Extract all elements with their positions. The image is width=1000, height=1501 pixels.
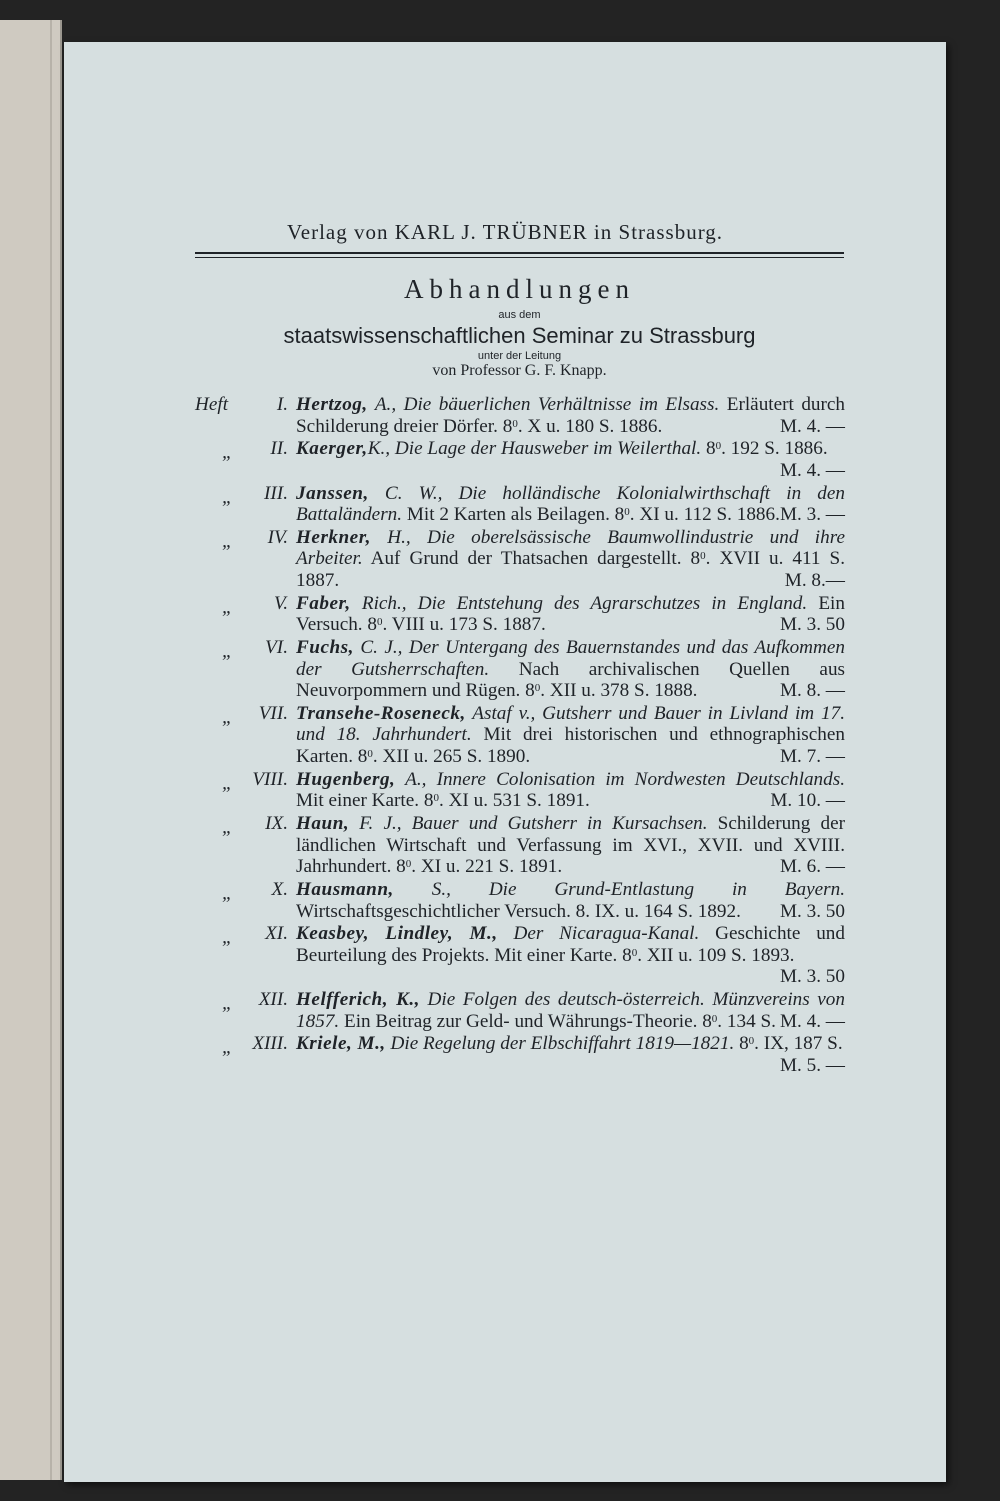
volume-number: I. [276, 394, 288, 415]
format-degree: 0 [748, 1035, 755, 1048]
ditto-mark: „ [222, 706, 233, 728]
catalog-entry [195, 394, 845, 437]
entry-pages-year: . XII u. 109 S. 1893. [637, 944, 795, 966]
entry-price: M. 5. — [779, 1054, 845, 1076]
entry-initials: C. J., [353, 637, 403, 658]
entry-description: Geschichte und Beurteilung des Projekts. Mit einer Karte. 8 [296, 923, 845, 966]
entry-prefix [195, 923, 296, 988]
catalog-page [64, 42, 946, 1482]
entry-text [296, 1033, 845, 1076]
entry-pages-year: . XI u. 531 S. 1891. [438, 790, 590, 812]
entry-prefix [195, 879, 296, 922]
entry-author: Kaerger, [296, 438, 368, 460]
entry-price: M. 3. 50 [779, 900, 845, 922]
entry-text [296, 769, 845, 812]
entry-initials: H., [370, 526, 411, 548]
entry-price: M. 6. — [779, 856, 845, 878]
aus-dem-line: aus dem [498, 309, 541, 321]
entry-title: Gutsherr und Bauer in Livland im 17. und 18. Jahrhundert. [296, 702, 845, 746]
volume-number: XII. [258, 989, 288, 1011]
entry-author: Kriele, M., [296, 1033, 386, 1055]
entry-author: Faber, [296, 592, 351, 614]
entry-prefix [195, 438, 296, 481]
format-degree: 0 [367, 748, 373, 761]
catalog-entry [195, 703, 845, 768]
entry-title: Die Lage der Hausweber im Weilerthal. [390, 438, 702, 460]
entry-author: Herkner, [296, 526, 371, 548]
entry-initials: Rich., [350, 592, 407, 614]
format-degree: 0 [433, 792, 439, 805]
ditto-mark: „ [222, 442, 233, 464]
entry-description: Schilderung der ländlichen Wirtschaft und Verfassung im XVI., XVII. und XVIII. Jahrhundert. 8 [296, 813, 845, 878]
entry-prefix [195, 527, 296, 592]
entry-description: Mit drei historischen und ethnographischen Karten. 8 [296, 724, 845, 768]
entry-author: Hausmann, [296, 878, 394, 900]
entry-price: M. 4. — [779, 415, 845, 437]
catalog-entry [195, 923, 845, 988]
volume-number: IX. [265, 813, 288, 835]
entry-author: Helfferich, K., [296, 989, 420, 1011]
entry-description: Ein Beitrag zur Geld- und Währungs-Theorie. 8 [339, 1010, 712, 1032]
ditto-mark: „ [222, 993, 233, 1015]
entry-prefix [195, 1033, 296, 1076]
facing-page-edge [0, 20, 62, 1480]
catalog-entry [195, 527, 845, 592]
volume-number: IV. [267, 526, 288, 548]
entry-description: Nach archivalischen Quellen aus Neuvorpommern und Rügen. 8 [296, 658, 846, 702]
entry-author: Fuchs, [296, 637, 354, 658]
entry-pages-year: . X u. 180 S. 1886. [517, 415, 663, 437]
entry-price: M. 4. — [779, 1010, 845, 1032]
format-degree: 0 [631, 946, 638, 959]
entry-text [296, 527, 845, 592]
entry-initials: K., [367, 438, 391, 460]
catalog-entry [195, 813, 845, 878]
entry-prefix [195, 483, 296, 526]
entry-pages-year: . XI u. 112 S. 1886. [629, 504, 780, 526]
entry-price: M. 3. 50 [779, 614, 845, 636]
entry-author: Haun, [296, 813, 350, 835]
entry-title: Der Nicaragua-Kanal. [497, 923, 700, 945]
entry-text [296, 394, 845, 437]
entry-author: Janssen, [296, 482, 369, 504]
entry-description: Ein Versuch. 8 [296, 592, 845, 636]
volume-number: III. [264, 482, 288, 504]
volume-number: V. [273, 592, 288, 614]
volume-number: XI. [265, 923, 288, 945]
entry-price: M. 10. — [770, 790, 845, 812]
format-degree: 0 [405, 858, 412, 871]
entry-pages-year: . VIII u. 173 S. 1887. [382, 614, 546, 636]
entry-description: Wirtschaftsgeschichtlicher Versuch. 8. IX. u. 164 S. 1892. [296, 900, 741, 922]
series-title: Abhandlungen [404, 274, 635, 304]
entry-description: Erläutert durch Schilderung dreier Dörfer. 8 [296, 394, 846, 437]
entry-title: Die holländische Kolonialwirthschaft in den Battaländern. [296, 482, 845, 526]
entry-pages-year: . XVII u. 411 S. 1887. [296, 548, 846, 592]
entry-title: Die Folgen des deutsch-österreich. Münzvereins von 1857. [296, 989, 845, 1032]
catalog-entry [195, 879, 845, 922]
entry-title: Innere Colonisation im Nordwesten Deutschlands. [426, 768, 845, 790]
ditto-mark: „ [222, 486, 233, 508]
entry-prefix [195, 637, 296, 702]
entry-text [296, 813, 845, 878]
entry-prefix [195, 703, 296, 768]
entry-author: Transehe-Roseneck, [296, 702, 466, 724]
entry-prefix [195, 989, 296, 1032]
catalog-entry [195, 769, 845, 812]
format-degree: 0 [512, 417, 518, 430]
entry-text [296, 637, 845, 702]
entry-initials: C. W., [368, 482, 443, 504]
entry-text [296, 483, 845, 526]
publisher-header: Verlag von KARL J. TRÜBNER in Strassburg. [286, 220, 724, 244]
entry-price: M. 3. — [779, 504, 845, 526]
catalog-entry [195, 483, 845, 526]
entry-price: M. 4. — [779, 459, 845, 481]
ditto-mark: „ [222, 641, 233, 662]
format-degree: 0 [534, 682, 541, 695]
format-degree: 0 [700, 550, 706, 563]
entry-initials: A., [395, 768, 427, 790]
entry-initials: F. J., [349, 813, 402, 835]
catalog-entry [195, 1033, 845, 1076]
entry-title: Die bäuerlichen Verhältnisse im Elsass. [396, 394, 720, 415]
entry-initials: S., [393, 878, 451, 900]
entry-title: Bauer und Gutsherr in Kursachsen. [401, 813, 708, 835]
entry-initials: Astaf v., [465, 702, 536, 724]
entry-text [296, 989, 845, 1032]
format-degree: 0 [715, 440, 722, 453]
entry-author: Keasbey, Lindley, M., [296, 923, 498, 945]
entry-description: Auf Grund der Thatsachen dargestellt. 8 [362, 548, 701, 570]
header-rule-thick [195, 252, 844, 254]
entry-price: M. 8. — [779, 680, 845, 702]
ditto-mark: „ [222, 596, 233, 618]
entry-prefix [195, 593, 296, 636]
entry-price: M. 8.— [784, 570, 845, 592]
entry-author: Hertzog, [296, 394, 368, 415]
entry-description: 8 [701, 438, 716, 460]
entry-text [296, 923, 845, 988]
volume-number: VI. [265, 637, 288, 658]
format-degree: 0 [711, 1012, 718, 1025]
entry-pages-year: . IX, 187 S. [754, 1033, 843, 1055]
catalog-entry [195, 637, 845, 702]
entry-text [296, 593, 845, 636]
entry-price: M. 3. 50 [779, 966, 845, 988]
entry-author: Hugenberg, [296, 768, 396, 790]
unter-line: unter der Leitung [477, 350, 562, 362]
entry-text [296, 879, 845, 922]
volume-number: X. [271, 878, 288, 900]
entry-initials: A., [367, 394, 397, 415]
heft-label: Heft [195, 394, 229, 415]
ditto-mark: „ [222, 927, 233, 949]
entry-prefix [195, 394, 296, 437]
entry-pages-year: . 192 S. 1886. [721, 438, 828, 460]
ditto-mark: „ [222, 772, 233, 794]
format-degree: 0 [624, 506, 630, 519]
volume-number: VII. [258, 702, 288, 724]
entry-title: Die Entstehung des Agrarschutzes in England. [406, 592, 808, 614]
entry-title: Die Regelung der Elbschiffahrt 1819—1821. [385, 1033, 735, 1055]
entry-text [296, 703, 845, 768]
volume-number: XIII. [252, 1033, 288, 1055]
entry-prefix [195, 769, 296, 812]
entry-title: Der Untergang des Bauernstandes und das Aufkommen der Gutsherrschaften. [296, 637, 845, 680]
editor-line: von Professor G. F. Knapp. [432, 362, 607, 379]
entry-pages-year: . XII u. 378 S. 1888. [540, 680, 698, 702]
catalog-entry [195, 438, 845, 481]
header-rule-thin [195, 257, 844, 258]
ditto-mark: „ [222, 530, 233, 552]
volume-number: VIII. [252, 768, 288, 790]
entry-pages-year: . XII u. 265 S. 1890. [372, 746, 531, 768]
institution-line: staatswissenschaftlichen Seminar zu Strassburg [283, 323, 756, 348]
ditto-mark: „ [222, 817, 233, 839]
entry-pages-year: . XI u. 221 S. 1891. [411, 856, 563, 878]
entry-description: Mit einer Karte. 8 [296, 790, 434, 812]
entry-title: Die Grund-Entlastung in Bayern. [450, 878, 845, 900]
entry-text [296, 438, 845, 481]
entry-title: Die oberelsässische Baumwollindustrie und ihre Arbeiter. [296, 526, 846, 570]
entry-prefix [195, 813, 296, 878]
entry-description: Mit 2 Karten als Beilagen. 8 [402, 504, 625, 526]
volume-number: II. [270, 438, 288, 460]
catalog-entry [195, 989, 845, 1032]
entry-list [195, 394, 845, 1078]
format-degree: 0 [377, 616, 383, 629]
ditto-mark: „ [222, 882, 233, 904]
entry-price: M. 7. — [779, 746, 845, 768]
entry-description: 8 [734, 1033, 749, 1055]
catalog-entry [195, 593, 845, 636]
ditto-mark: „ [222, 1037, 233, 1059]
entry-pages-year: . 134 S. [717, 1010, 776, 1032]
